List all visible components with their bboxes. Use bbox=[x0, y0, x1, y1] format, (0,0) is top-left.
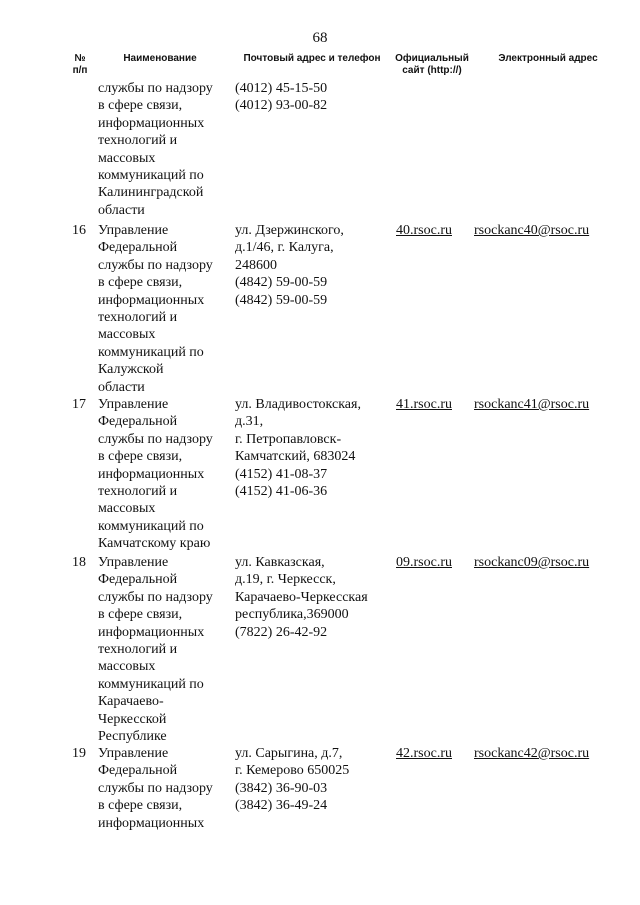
row-site-link[interactable]: 42.rsoc.ru bbox=[396, 746, 452, 761]
row-address: ул. Сарыгина, д.7, г. Кемерово 650025 (3842) 36-90-03 (3842) 36-49-24 bbox=[235, 746, 350, 814]
row-email-link[interactable]: rsockanc41@rsoc.ru bbox=[474, 397, 590, 412]
header-number: № п/п bbox=[72, 53, 88, 76]
page-number: 68 bbox=[312, 30, 328, 46]
row-name: Управление Федеральной службы по надзору в сфере связи, информационных технологий и массовых коммуникаций по Калужской области bbox=[98, 223, 213, 395]
header-site: Официальный сайт (http://) bbox=[395, 53, 469, 76]
row-site-link[interactable]: 40.rsoc.ru bbox=[396, 223, 452, 238]
row-number: 16 bbox=[72, 223, 86, 238]
row-number: 19 bbox=[72, 746, 86, 761]
row-email-link[interactable]: rsockanc42@rsoc.ru bbox=[474, 746, 590, 761]
row-name: Управление Федеральной службы по надзору в сфере связи, информационных технологий и массовых коммуникаций по Карачаево- Черкесской Республике bbox=[98, 555, 213, 745]
row-site-link[interactable]: 09.rsoc.ru bbox=[396, 555, 452, 570]
row-email-link[interactable]: rsockanc09@rsoc.ru bbox=[474, 555, 590, 570]
row-address: ул. Дзержинского, д.1/46, г. Калуга, 248600 (4842) 59-00-59 (4842) 59-00-59 bbox=[235, 223, 344, 308]
row-number: 17 bbox=[72, 397, 86, 412]
row-address: ул. Владивостокская, д.31, г. Петропавловск- Камчатский, 683024 (4152) 41-08-37 (4152) 41-06-36 bbox=[235, 397, 361, 500]
row-site-link[interactable]: 41.rsoc.ru bbox=[396, 397, 452, 412]
row-email-link[interactable]: rsockanc40@rsoc.ru bbox=[474, 223, 590, 238]
row-name: Управление Федеральной службы по надзору в сфере связи, информационных технологий и массовых коммуникаций по Камчатскому краю bbox=[98, 397, 213, 552]
row-name: службы по надзору в сфере связи, информационных технологий и массовых коммуникаций по Калининградской области bbox=[98, 81, 213, 218]
header-email: Электронный адрес bbox=[498, 53, 598, 64]
row-name: Управление Федеральной службы по надзору в сфере связи, информационных bbox=[98, 746, 213, 831]
row-number: 18 bbox=[72, 555, 86, 570]
row-address: ул. Кавказская, д.19, г. Черкесск, Карачаево-Черкесская республика,369000 (7822) 26-42-92 bbox=[235, 555, 368, 640]
row-address: (4012) 45-15-50 (4012) 93-00-82 bbox=[235, 81, 328, 114]
header-name: Наименование bbox=[123, 53, 197, 64]
header-address: Почтовый адрес и телефон bbox=[243, 53, 381, 64]
